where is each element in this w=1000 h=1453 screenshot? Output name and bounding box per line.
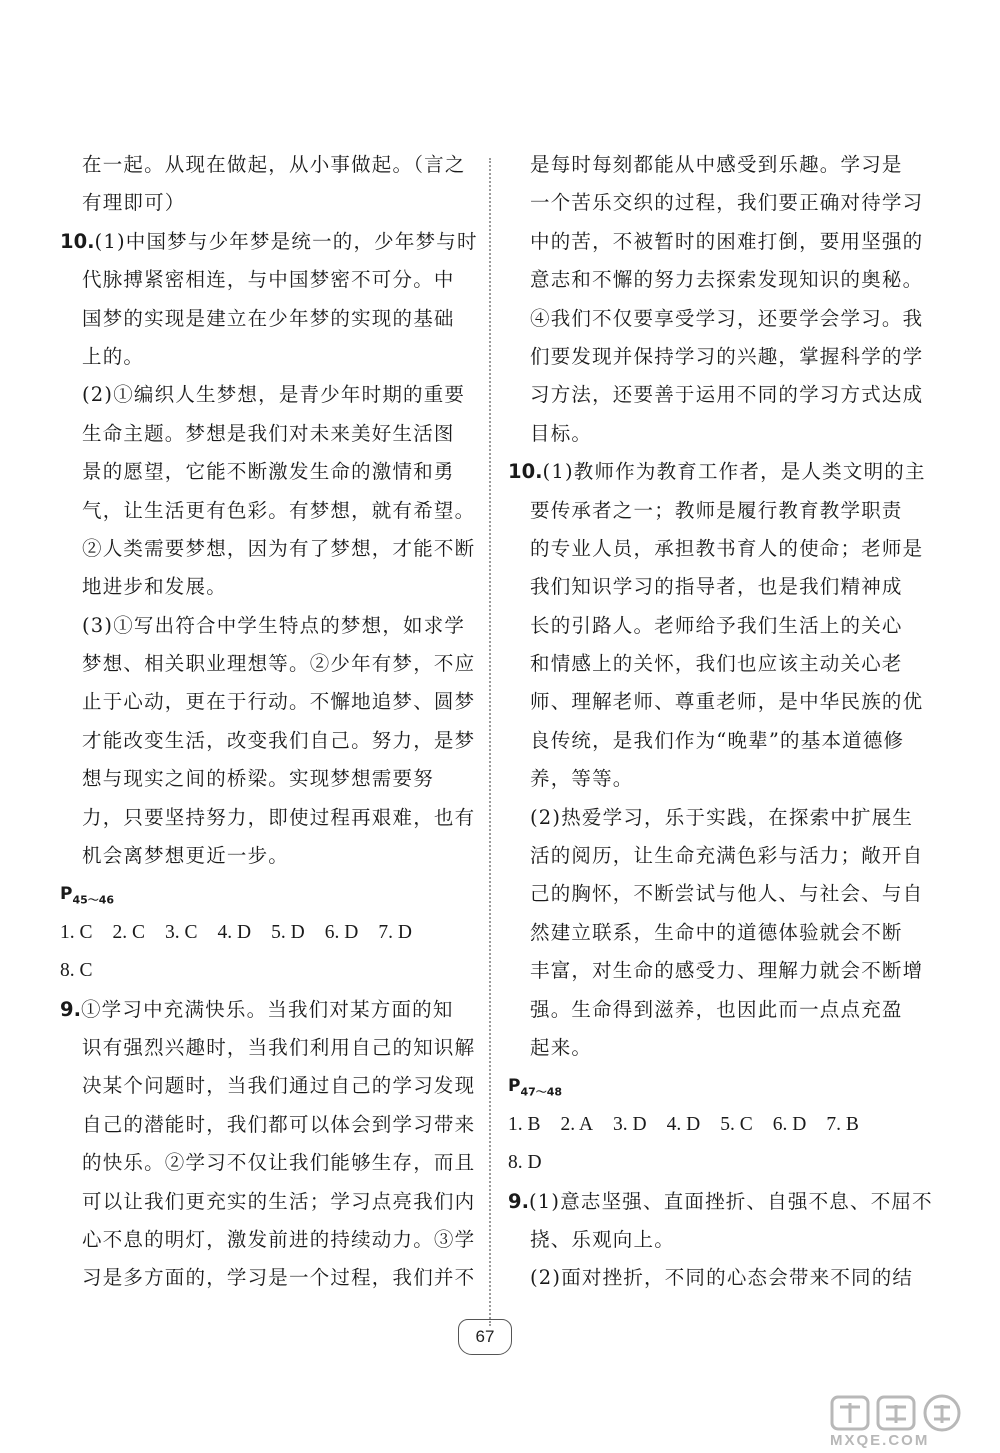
text-line: 地进步和发展。 bbox=[82, 575, 227, 599]
continued-answer bbox=[508, 146, 926, 453]
section-range: 47～48 bbox=[520, 1085, 563, 1099]
section-heading bbox=[60, 875, 478, 913]
text-line: 决某个问题时，当我们通过自己的学习发现 bbox=[82, 1074, 476, 1098]
question-9 bbox=[508, 1183, 933, 1298]
text-line: 然建立联系，生命中的道德体验就会不断 bbox=[530, 920, 903, 944]
left-column bbox=[60, 146, 478, 1298]
right-column bbox=[508, 146, 933, 1298]
text-line: 识有强烈兴趣时，当我们利用自己的知识解 bbox=[82, 1035, 476, 1059]
question-number: 9. bbox=[60, 997, 81, 1021]
text-line: 梦想、相关职业理想等。②少年有梦，不应 bbox=[82, 652, 476, 676]
text-line: ④我们不仅要享受学习，还要学会学习。我 bbox=[530, 306, 924, 330]
text-line: 中的苦，不被暂时的困难打倒，要用坚强的 bbox=[530, 229, 924, 253]
text-line: 我们知识学习的指导者，也是我们精神成 bbox=[530, 575, 903, 599]
text-line: 习方法，还要善于运用不同的学习方式达成 bbox=[530, 383, 924, 407]
mc-answer: 6. D bbox=[324, 921, 359, 943]
text-line: 的专业人员，承担教书育人的使命；老师是 bbox=[530, 536, 924, 560]
text-line: 习是多方面的，学习是一个过程，我们并不 bbox=[82, 1266, 476, 1290]
mc-answer: 3. D bbox=[613, 1113, 647, 1135]
text-line: 意志和不懈的努力去探索发现知识的奥秘。 bbox=[530, 268, 924, 292]
text-line: (1)中国梦与少年梦是统一的，少年梦与时 bbox=[94, 229, 478, 253]
text-line: 目标。 bbox=[530, 421, 593, 445]
question-number: 9. bbox=[508, 1189, 529, 1213]
text-line: 和情感上的关怀，我们也应该主动关心老 bbox=[530, 652, 903, 676]
mc-answer-row bbox=[60, 952, 478, 990]
question-number: 10. bbox=[508, 460, 543, 484]
text-line: (2)①编织人生梦想，是青少年时期的重要 bbox=[82, 383, 466, 407]
text-line: 挠、乐观向上。 bbox=[530, 1227, 675, 1251]
mc-answer: 8. D bbox=[508, 1152, 542, 1174]
text-line: 生命主题。梦想是我们对未来美好生活图 bbox=[82, 421, 455, 445]
text-line: 景的愿望，它能不断激发生命的激情和勇 bbox=[82, 460, 455, 484]
question-10 bbox=[60, 223, 478, 876]
mc-answer-row bbox=[508, 1106, 926, 1144]
question-first-line bbox=[60, 991, 478, 1029]
text-line: 有理即可） bbox=[82, 191, 186, 215]
text-line: 机会离梦想更近一步。 bbox=[82, 844, 290, 868]
text-line: (2)面对挫折，不同的心态会带来不同的结 bbox=[530, 1266, 914, 1290]
svg-text:MXQE.COM: MXQE.COM bbox=[830, 1432, 930, 1449]
watermark-logo bbox=[826, 1393, 986, 1449]
text-line: 要传承者之一；教师是履行教育教学职责 bbox=[530, 498, 903, 522]
text-line: 自己的潜能时，我们都可以体会到学习带来 bbox=[82, 1112, 476, 1136]
mc-answer: 4. D bbox=[666, 1113, 701, 1135]
mc-answer: 5. D bbox=[271, 921, 305, 943]
mc-answer-row bbox=[508, 1144, 926, 1182]
text-line: 长的引路人。老师给予我们生活上的关心 bbox=[530, 613, 903, 637]
text-line: 己的胸怀，不断尝试与他人、与社会、与自 bbox=[530, 882, 924, 906]
text-line: 国梦的实现是建立在少年梦的实现的基础 bbox=[82, 306, 455, 330]
text-line: 良传统，是我们作为“晚辈”的基本道德修 bbox=[530, 728, 905, 752]
text-line: 一个苦乐交织的过程，我们要正确对待学习 bbox=[530, 191, 924, 215]
mc-answer: 1. C bbox=[60, 921, 93, 943]
text-line: 养，等等。 bbox=[530, 767, 634, 791]
text-line: 心不息的明灯，激发前进的持续动力。③学 bbox=[82, 1227, 476, 1251]
question-10 bbox=[508, 453, 926, 1067]
section-letter: P bbox=[60, 884, 73, 905]
mc-answer: 2. C bbox=[112, 921, 146, 943]
section-letter: P bbox=[508, 1076, 521, 1097]
page-number: 67 bbox=[458, 1319, 512, 1355]
question-first-line bbox=[508, 453, 926, 491]
question-first-line bbox=[60, 223, 478, 261]
text-line: ②人类需要梦想，因为有了梦想，才能不断 bbox=[82, 536, 476, 560]
text-line: 上的。 bbox=[82, 344, 145, 368]
watermark-logo-graphic bbox=[826, 1393, 986, 1449]
text-line: ①学习中充满快乐。当我们对某方面的知 bbox=[80, 997, 454, 1021]
text-line: 气，让生活更有色彩。有梦想，就有希望。 bbox=[82, 498, 476, 522]
text-line: 可以让我们更充实的生活；学习点亮我们内 bbox=[82, 1189, 476, 1213]
mc-answer: 7. B bbox=[826, 1113, 859, 1135]
intro-block bbox=[60, 146, 478, 223]
text-line: (1)教师作为教育工作者，是人类文明的主 bbox=[542, 460, 926, 484]
mc-answer: 8. C bbox=[60, 960, 93, 982]
text-line: 强。生命得到滋养，也因此而一点点充盈 bbox=[530, 997, 903, 1021]
mc-answer-row bbox=[60, 914, 478, 952]
section-heading bbox=[508, 1067, 926, 1105]
question-number: 10. bbox=[60, 229, 95, 253]
mc-answer: 3. C bbox=[165, 921, 198, 943]
text-line: 丰富，对生命的感受力、理解力就会不断增 bbox=[530, 959, 924, 983]
mc-answer: 4. D bbox=[217, 921, 252, 943]
text-line: (1)意志坚强、直面挫折、自强不息、不屈不 bbox=[528, 1189, 933, 1213]
text-line: 想与现实之间的桥梁。实现梦想需要努 bbox=[82, 767, 434, 791]
text-line: 起来。 bbox=[530, 1035, 593, 1059]
text-line: (3)①写出符合中学生特点的梦想，如求学 bbox=[82, 613, 466, 637]
text-line: (2)热爱学习，乐于实践，在探索中扩展生 bbox=[530, 805, 914, 829]
mc-answer: 6. D bbox=[772, 1113, 807, 1135]
text-line: 代脉搏紧密相连，与中国梦密不可分。中 bbox=[82, 268, 455, 292]
text-line: 们要发现并保持学习的兴趣，掌握科学的学 bbox=[530, 344, 924, 368]
text-line: 止于心动，更在于行动。不懈地追梦、圆梦 bbox=[82, 690, 476, 714]
text-line: 才能改变生活，改变我们自己。努力，是梦 bbox=[82, 728, 476, 752]
column-divider bbox=[489, 158, 491, 1326]
mc-answer: 7. D bbox=[378, 921, 412, 943]
text-line: 在一起。从现在做起，从小事做起。（言之 bbox=[82, 153, 466, 176]
mc-answer: 1. B bbox=[508, 1113, 541, 1135]
text-line: 活的阅历，让生命充满色彩与活力；敞开自 bbox=[530, 844, 924, 868]
text-line: 的快乐。②学习不仅让我们能够生存，而且 bbox=[82, 1151, 476, 1175]
text-line: 师、理解老师、尊重老师，是中华民族的优 bbox=[530, 690, 924, 714]
question-9 bbox=[60, 991, 478, 1298]
mc-answer: 2. A bbox=[560, 1113, 594, 1135]
text-line: 力，只要坚持努力，即使过程再艰难，也有 bbox=[82, 805, 476, 829]
text-line: 是每时每刻都能从中感受到乐趣。学习是 bbox=[530, 153, 903, 176]
section-range: 45～46 bbox=[72, 893, 115, 907]
question-first-line bbox=[508, 1183, 933, 1221]
mc-answer: 5. C bbox=[720, 1113, 753, 1135]
